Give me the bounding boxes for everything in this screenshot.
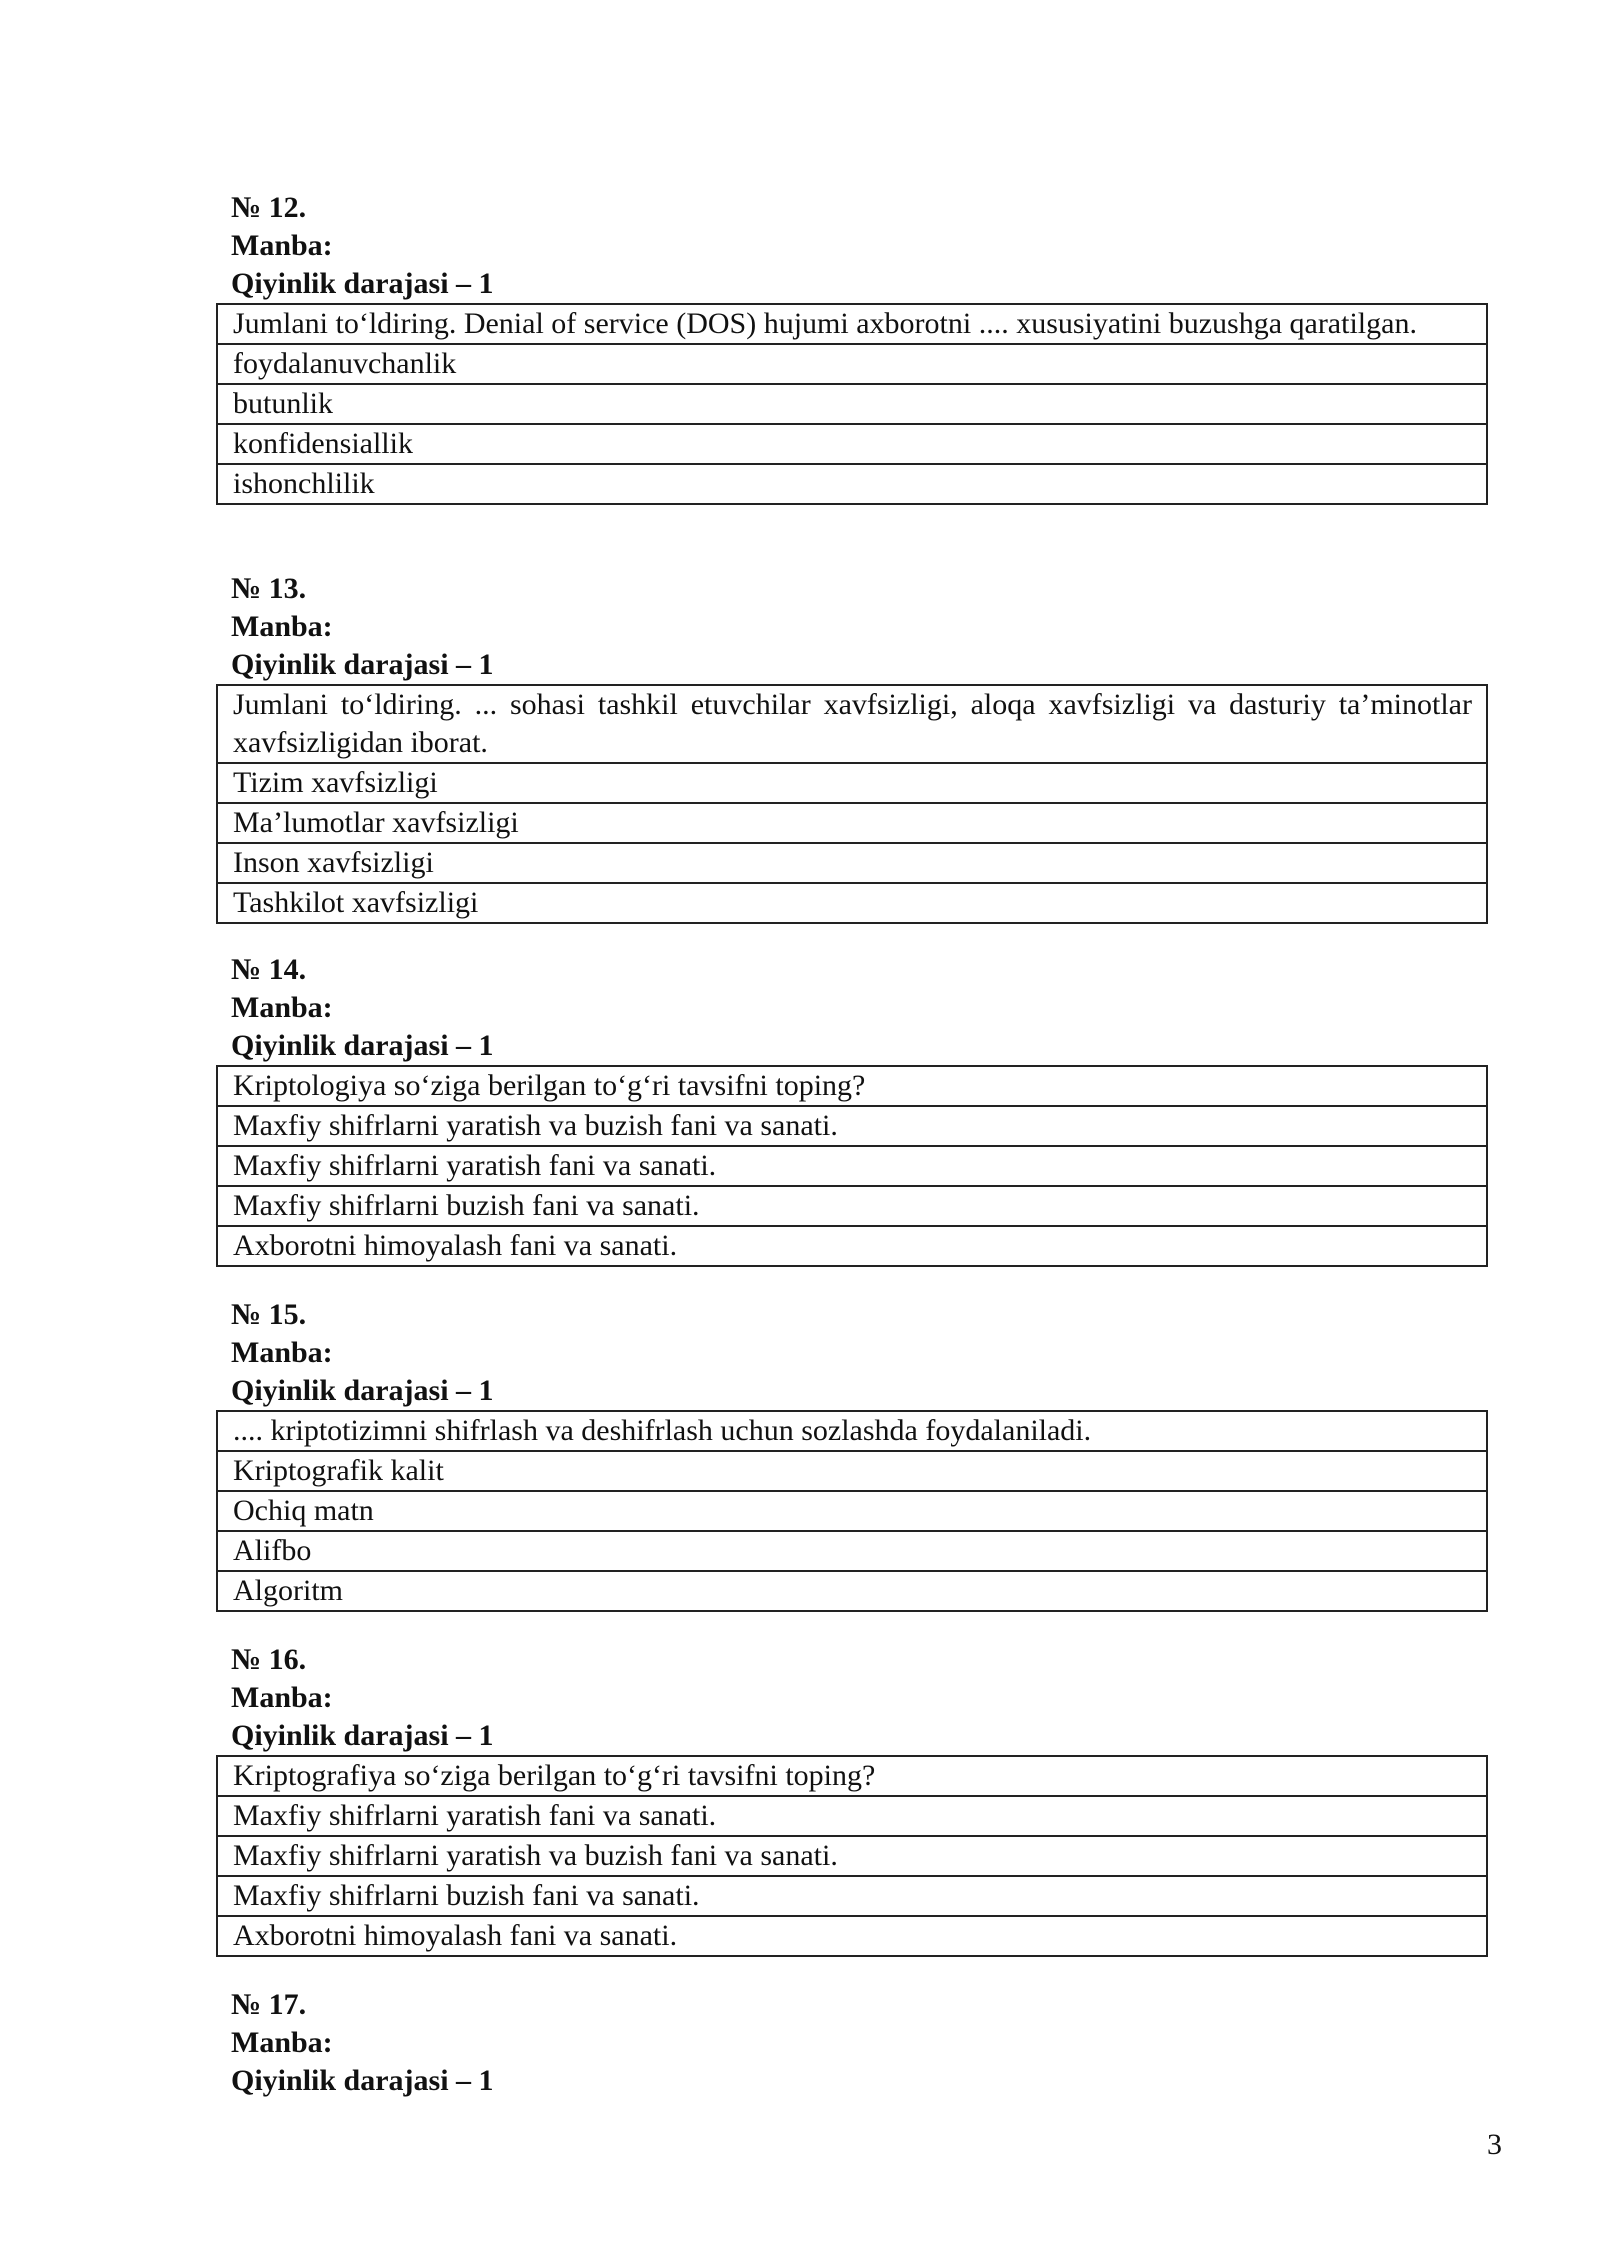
- answer-option: Maxfiy shifrlarni buzish fani va sanati.: [217, 1186, 1487, 1226]
- question-source-label: Manba:: [231, 2026, 333, 2059]
- question-block-12: [216, 189, 1488, 505]
- question-row: [217, 685, 1487, 763]
- page-number: 3: [1487, 2128, 1502, 2161]
- answer-option: Ma’lumotlar xavfsizligi: [217, 803, 1487, 843]
- question-difficulty: Qiyinlik darajasi – 1: [231, 2064, 494, 2097]
- question-difficulty: Qiyinlik darajasi – 1: [231, 1719, 494, 1752]
- answer-option: Maxfiy shifrlarni yaratish fani va sanati.: [217, 1796, 1487, 1836]
- question-table: [216, 303, 1488, 505]
- answer-row: [217, 1226, 1487, 1266]
- answer-row: [217, 1796, 1487, 1836]
- question-table: [216, 1065, 1488, 1267]
- question-table: [216, 684, 1488, 924]
- answer-row: [217, 1876, 1487, 1916]
- answer-option: Algoritm: [217, 1571, 1487, 1611]
- question-difficulty: Qiyinlik darajasi – 1: [231, 267, 494, 300]
- question-text: Jumlani to‘ldiring. Denial of service (DOS) hujumi axborotni .... xususiyatini buzushga qaratilgan.: [217, 304, 1487, 344]
- answer-option: konfidensiallik: [217, 424, 1487, 464]
- answer-option: Tizim xavfsizligi: [217, 763, 1487, 803]
- answer-option: Tashkilot xavfsizligi: [217, 883, 1487, 923]
- question-number: № 12.: [231, 191, 307, 224]
- answer-row: [217, 424, 1487, 464]
- answer-option: Alifbo: [217, 1531, 1487, 1571]
- answer-option: Ochiq matn: [217, 1491, 1487, 1531]
- answer-row: [217, 384, 1487, 424]
- answer-option: Maxfiy shifrlarni yaratish fani va sanati.: [217, 1146, 1487, 1186]
- answer-row: [217, 1186, 1487, 1226]
- question-number: № 13.: [231, 572, 307, 605]
- question-source-label: Manba:: [231, 1336, 333, 1369]
- answer-option: Inson xavfsizligi: [217, 843, 1487, 883]
- question-number: № 17.: [231, 1988, 307, 2021]
- question-source-label: Manba:: [231, 991, 333, 1024]
- answer-option: Maxfiy shifrlarni yaratish va buzish fani va sanati.: [217, 1836, 1487, 1876]
- question-block-13: [216, 570, 1488, 924]
- question-text: Kriptografiya so‘ziga berilgan to‘g‘ri tavsifni toping?: [217, 1756, 1487, 1796]
- question-source-label: Manba:: [231, 1681, 333, 1714]
- answer-option: ishonchlilik: [217, 464, 1487, 504]
- answer-row: [217, 1491, 1487, 1531]
- answer-row: [217, 843, 1487, 883]
- question-block-16: [216, 1641, 1488, 1957]
- question-block-14: [216, 951, 1488, 1267]
- answer-row: [217, 1531, 1487, 1571]
- answer-row: [217, 1571, 1487, 1611]
- question-row: [217, 1756, 1487, 1796]
- question-row: [217, 1411, 1487, 1451]
- question-difficulty: Qiyinlik darajasi – 1: [231, 1374, 494, 1407]
- answer-option: Axborotni himoyalash fani va sanati.: [217, 1226, 1487, 1266]
- question-row: [217, 304, 1487, 344]
- answer-row: [217, 803, 1487, 843]
- question-source-label: Manba:: [231, 610, 333, 643]
- question-block-17: [216, 1986, 1488, 2100]
- question-table: [216, 1410, 1488, 1612]
- answer-option: Axborotni himoyalash fani va sanati.: [217, 1916, 1487, 1956]
- question-text: Jumlani to‘ldiring. ... sohasi tashkil etuvchilar xavfsizligi, aloqa xavfsizligi va dasturiy ta’minotlar xavfsizligidan iborat.: [217, 685, 1487, 763]
- answer-row: [217, 1836, 1487, 1876]
- answer-option: Maxfiy shifrlarni buzish fani va sanati.: [217, 1876, 1487, 1916]
- answer-row: [217, 1451, 1487, 1491]
- answer-row: [217, 344, 1487, 384]
- question-difficulty: Qiyinlik darajasi – 1: [231, 648, 494, 681]
- answer-row: [217, 763, 1487, 803]
- question-row: [217, 1066, 1487, 1106]
- question-text: Kriptologiya so‘ziga berilgan to‘g‘ri tavsifni toping?: [217, 1066, 1487, 1106]
- answer-option: butunlik: [217, 384, 1487, 424]
- answer-row: [217, 883, 1487, 923]
- question-difficulty: Qiyinlik darajasi – 1: [231, 1029, 494, 1062]
- answer-row: [217, 1916, 1487, 1956]
- question-text: .... kriptotizimni shifrlash va deshifrlash uchun sozlashda foydalaniladi.: [217, 1411, 1487, 1451]
- answer-row: [217, 464, 1487, 504]
- question-table: [216, 1755, 1488, 1957]
- question-number: № 16.: [231, 1643, 307, 1676]
- answer-option: Maxfiy shifrlarni yaratish va buzish fani va sanati.: [217, 1106, 1487, 1146]
- question-number: № 14.: [231, 953, 307, 986]
- answer-option: Kriptografik kalit: [217, 1451, 1487, 1491]
- answer-option: foydalanuvchanlik: [217, 344, 1487, 384]
- question-source-label: Manba:: [231, 229, 333, 262]
- answer-row: [217, 1106, 1487, 1146]
- question-number: № 15.: [231, 1298, 307, 1331]
- question-block-15: [216, 1296, 1488, 1612]
- answer-row: [217, 1146, 1487, 1186]
